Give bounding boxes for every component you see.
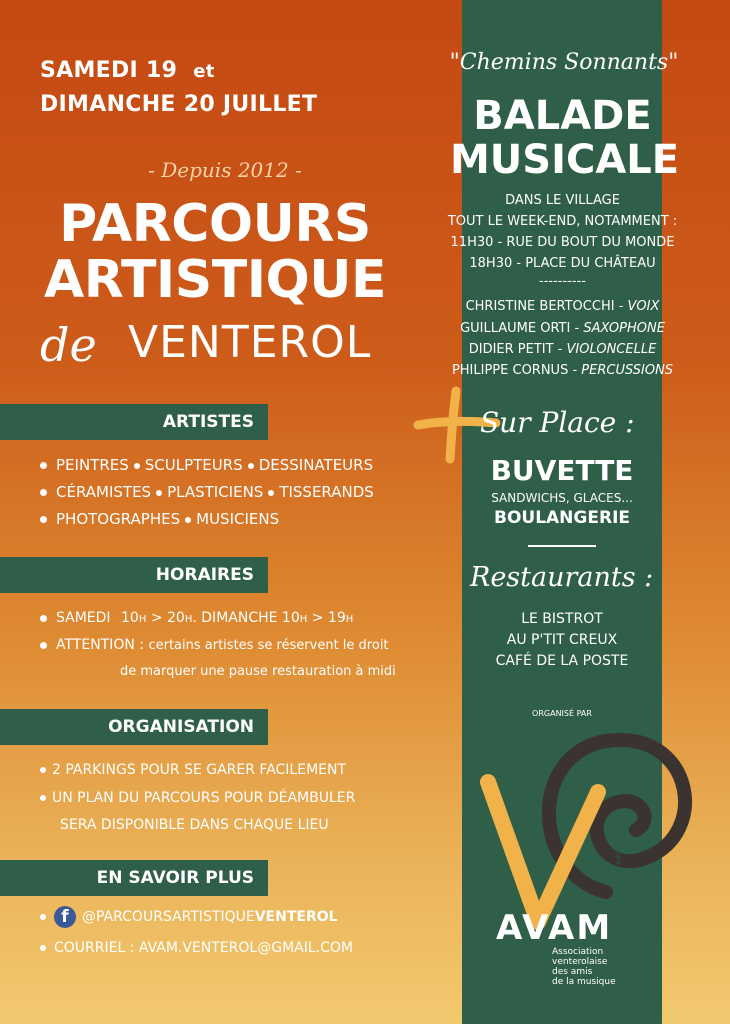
hour-unit: H (184, 614, 193, 625)
artist-type: PHOTOGRAPHES (56, 510, 181, 528)
artist-type: SCULPTEURS (144, 456, 243, 474)
organisation-line-2 (40, 790, 355, 806)
organisation-line-1 (40, 762, 346, 778)
buvette-label: BUVETTE (490, 454, 634, 487)
musician-row: GUILLAUME ORTI - SAXOPHONE (460, 321, 665, 336)
musician-row: PHILIPPE CORNUS - PERCUSSIONS (451, 363, 674, 378)
facebook-icon[interactable]: f (54, 906, 76, 928)
musician-name: CHRISTINE BERTOCCHI (465, 299, 615, 314)
separator-dot-icon (134, 463, 140, 469)
bullet-icon (40, 462, 47, 469)
balade-info-3: 11H30 - RUE DU BOUT DU MONDE (450, 235, 675, 250)
restaurant-item: LE BISTROT (521, 611, 603, 627)
horaires-line-3: de marquer une pause restauration à midi (120, 664, 396, 679)
separator-dot-icon (248, 463, 254, 469)
bullet-icon (40, 489, 47, 496)
separator-dot-icon (185, 517, 191, 523)
musician-name: DIDIER PETIT (468, 342, 554, 357)
musician-instrument: SAXOPHONE (583, 321, 665, 336)
bullet-icon (40, 795, 46, 801)
sur-place-label: Sur Place : (480, 406, 635, 439)
balade-info-2: TOUT LE WEEK-END, NOTAMMENT : (447, 214, 678, 229)
balade-title-2: MUSICALE (450, 137, 680, 183)
date-samedi: SAMEDI 19 (40, 58, 178, 83)
restaurant-item: CAFÉ DE LA POSTE (495, 653, 629, 669)
legal-notice: Ne pas jeter sur la voie publique (615, 838, 622, 936)
musician-name: PHILIPPE CORNUS (451, 363, 569, 378)
title-artistique: ARTISTIQUE (44, 250, 386, 310)
dimanche-close: 19 (327, 610, 346, 626)
separator-dot-icon (268, 490, 274, 496)
email-address[interactable]: AVAM.VENTEROL@GMAIL.COM (138, 940, 353, 956)
samedi-close: 20 (167, 610, 185, 626)
horaires-line-1: SAMEDI 10H > 20H. DIMANCHE 10H > 19H (40, 610, 353, 626)
buvette-sub: SANDWICHS, GLACES... (491, 491, 633, 505)
title-parcours: PARCOURS (59, 194, 371, 254)
email-label: COURRIEL : (54, 940, 135, 956)
organisation-line-3: SERA DISPONIBLE DANS CHAQUE LIEU (60, 817, 329, 833)
organise-par: ORGANISÉ PAR (532, 709, 592, 718)
balade-subtitle: "Chemins Sonnants" (449, 50, 679, 75)
bullet-icon (40, 516, 47, 523)
bullet-icon (40, 914, 46, 920)
dimanche-open: 10 (281, 610, 300, 626)
separator-dot-icon (156, 490, 162, 496)
musician-row: DIDIER PETIT - VIOLONCELLE (468, 342, 657, 357)
artistes-line-2 (40, 483, 374, 501)
artistes-line-3 (40, 510, 279, 528)
bullet-icon (40, 642, 47, 649)
bullet-icon (40, 767, 46, 773)
date-line-1 (40, 58, 215, 83)
divider (528, 545, 596, 547)
artist-type: PEINTRES (56, 456, 129, 474)
boulangerie-label: BOULANGERIE (493, 508, 631, 528)
bullet-icon (40, 615, 47, 622)
samedi-open: 10 (121, 610, 139, 626)
email-line[interactable] (40, 940, 353, 956)
restaurants-label: Restaurants : (470, 562, 654, 593)
balade-info-1: DANS LE VILLAGE (505, 193, 620, 208)
attention-label: ATTENTION : (56, 637, 145, 653)
organisation-item: UN PLAN DU PARCOURS POUR DÉAMBULER (52, 790, 356, 806)
assoc-line: Association (552, 947, 604, 957)
musician-instrument: VOIX (627, 299, 660, 314)
title-de: de (40, 318, 97, 372)
assoc-line: venterolaise (552, 957, 608, 967)
artist-type: TISSERANDS (279, 483, 374, 501)
facebook-handle[interactable]: @PARCOURSARTISTIQUE (82, 909, 255, 925)
section-organisation-heading: ORGANISATION (0, 709, 268, 745)
section-horaires-heading: HORAIRES (0, 557, 268, 593)
hour-unit: H (138, 614, 147, 625)
artist-type: DESSINATEURS (258, 456, 374, 474)
assoc-line: de la musique (552, 977, 616, 987)
bullet-icon (40, 945, 46, 951)
date-et: et (193, 61, 215, 82)
section-savoir-heading: EN SAVOIR PLUS (0, 860, 268, 896)
samedi-label: SAMEDI (56, 610, 111, 626)
musician-instrument: VIOLONCELLE (566, 342, 657, 357)
section-artistes-heading: ARTISTES (0, 404, 268, 440)
artist-type: MUSICIENS (196, 510, 280, 528)
horaires-line-2 (40, 637, 389, 653)
date-line-2: DIMANCHE 20 JUILLET (40, 92, 318, 117)
assoc-description (552, 947, 616, 987)
artistes-line-1 (40, 456, 373, 474)
avam-logo-text: AVAM (496, 908, 613, 948)
assoc-line: des amis (552, 967, 593, 977)
artist-type: CÉRAMISTES (56, 483, 152, 501)
dimanche-label: DIMANCHE (201, 610, 278, 626)
title-venterol: VENTEROL (128, 317, 372, 368)
balade-dashes: ---------- (539, 274, 586, 289)
artist-type: PLASTICIENS (167, 483, 264, 501)
balade-title-1: BALADE (473, 93, 652, 139)
hour-unit: H (345, 614, 354, 625)
balade-info-4: 18H30 - PLACE DU CHÂTEAU (469, 256, 656, 271)
musician-name: GUILLAUME ORTI (460, 321, 571, 336)
facebook-handle-bold[interactable]: VENTEROL (254, 909, 338, 925)
organisation-item: 2 PARKINGS POUR SE GARER FACILEMENT (52, 762, 347, 778)
since-label: - Depuis 2012 - (148, 158, 302, 182)
musician-instrument: PERCUSSIONS (581, 363, 674, 378)
hour-unit: H (299, 614, 308, 625)
attention-text: certains artistes se réservent le droit (148, 638, 389, 653)
facebook-line[interactable] (40, 906, 338, 928)
restaurant-item: AU P'TIT CREUX (506, 632, 618, 648)
musician-row: CHRISTINE BERTOCCHI - VOIX (465, 299, 660, 314)
